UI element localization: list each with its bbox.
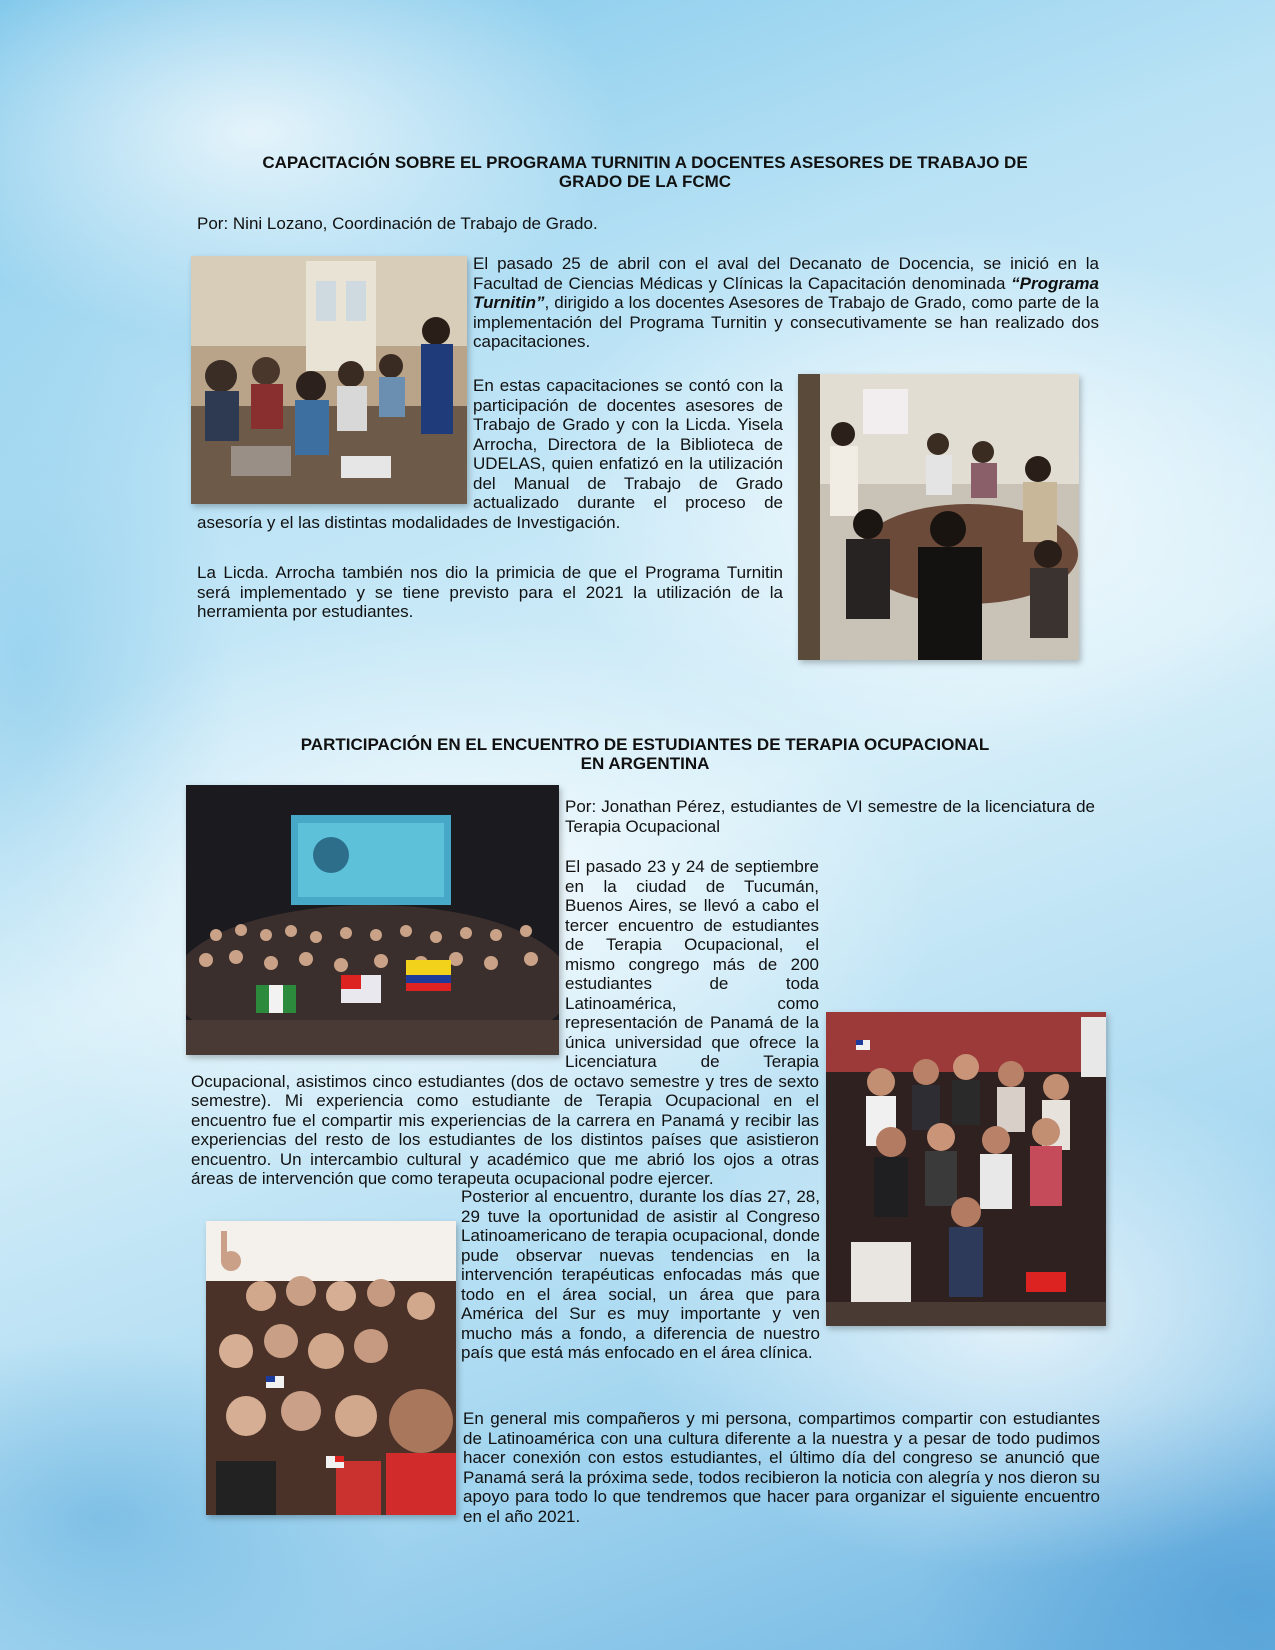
article2-p1: [191, 857, 1095, 1189]
article1-title: [190, 153, 1100, 191]
article2-byline: Por: Jonathan Pérez, estudiantes de VI semestre de la licenciatura de Terapia Ocupacional: [565, 797, 1095, 836]
article1-title-line1: CAPACITACIÓN SOBRE EL PROGRAMA TURNITIN A DOCENTES ASESORES DE TRABAJO DE: [262, 153, 1028, 172]
article2-title: [200, 735, 1090, 773]
article1-p1-after: , dirigido a los docentes Asesores de Trabajo de Grado, como parte de la implementación del Programa Turnitin y consecutivamente se han realizado dos capacitaciones.: [473, 293, 1099, 351]
article1-p1: [473, 254, 1099, 352]
article1-p3: [197, 563, 783, 622]
article1-title-line2: GRADO DE LA FCMC: [558, 172, 732, 191]
article1-p3-text: La Licda. Arrocha también nos dio la primicia de que el Programa Turnitin será implementado y se tiene previsto para el 2021 la utilización de la herramienta por estudiantes.: [197, 563, 783, 621]
article1-byline: Por: Nini Lozano, Coordinación de Trabajo de Grado.: [197, 214, 598, 233]
article2-p1-text: El pasado 23 y 24 de septiembre en la ciudad de Tucumán, Buenos Aires, se llevó a cabo el tercer encuentro de estudiantes de Terapia Ocupacional, el mismo congrego más de 200 estudiantes de toda Latinoamérica, como representación de Panamá de la única universidad que ofrece la Licenciatura de Terapia Ocupacional, asistimos cinco estudiantes (dos de octavo semestre y tres de sexto semestre). Mi experiencia como estudiante de Terapia Ocupacional en el encuentro fue el compartir mis experiencias de la carrera en Panamá y recibir las experiencias del resto de los estudiantes de los distintos países que asistieron encuentro. Un intercambio cultural y académico que me abrió los ojos a otras áreas de intervención que como terapeuta ocupacional podre ejercer.: [191, 857, 819, 1188]
article1-p1-before: El pasado 25 de abril con el aval del Decanato de Docencia, se inició en la Facultad de Ciencias Médicas y Clínicas la Capacitación denominada: [473, 254, 1099, 293]
article2-p2-text: Posterior al encuentro, durante los días 27, 28, 29 tuve la oportunidad de asistir al Congreso Latinoamericano de terapia ocupacional, donde pude observar nuevas tendencias en la intervención terapéuticas enfocadas más que todo en el área social, un área que para América del Sur es muy importante y ven mucho más a fondo, a diferencia de nuestro país que está más enfocado en el área clínica.: [461, 1187, 820, 1362]
article2-title-line1: PARTICIPACIÓN EN EL ENCUENTRO DE ESTUDIANTES DE TERAPIA OCUPACIONAL: [300, 735, 990, 754]
meeting-photo: [798, 374, 1079, 660]
article1-p2-text: En estas capacitaciones se contó con la participación de docentes asesores de Trabajo de Grado y con la Licda. Yisela Arrocha, Directora de la Biblioteca de UDELAS, quien enfatizó en la utilización del Manual de Trabajo de Grado actualizado durante el proceso de asesoría y el las distintas modalidades de Investigación.: [197, 376, 783, 532]
article2-p2: [191, 1187, 820, 1446]
article2-p3-text: En general mis compañeros y mi persona, compartimos compartir con estudiantes de Latinoamérica con una cultura diferente a la nuestra y a pesar de todo pudimos hacer conexión con estos estudiantes, el último día del congreso se anunció que Panamá será la próxima sede, todos recibieron la noticia con alegría y nos dieron su apoyo para todo lo que tendremos que hacer para organizar el siguiente encuentro en el año 2021.: [463, 1409, 1100, 1526]
article2-p3: [463, 1409, 1100, 1526]
program-name: “Programa Turnitin”: [473, 273, 1099, 312]
article2-title-line2: EN ARGENTINA: [580, 754, 710, 773]
article1-p2: [197, 376, 783, 532]
